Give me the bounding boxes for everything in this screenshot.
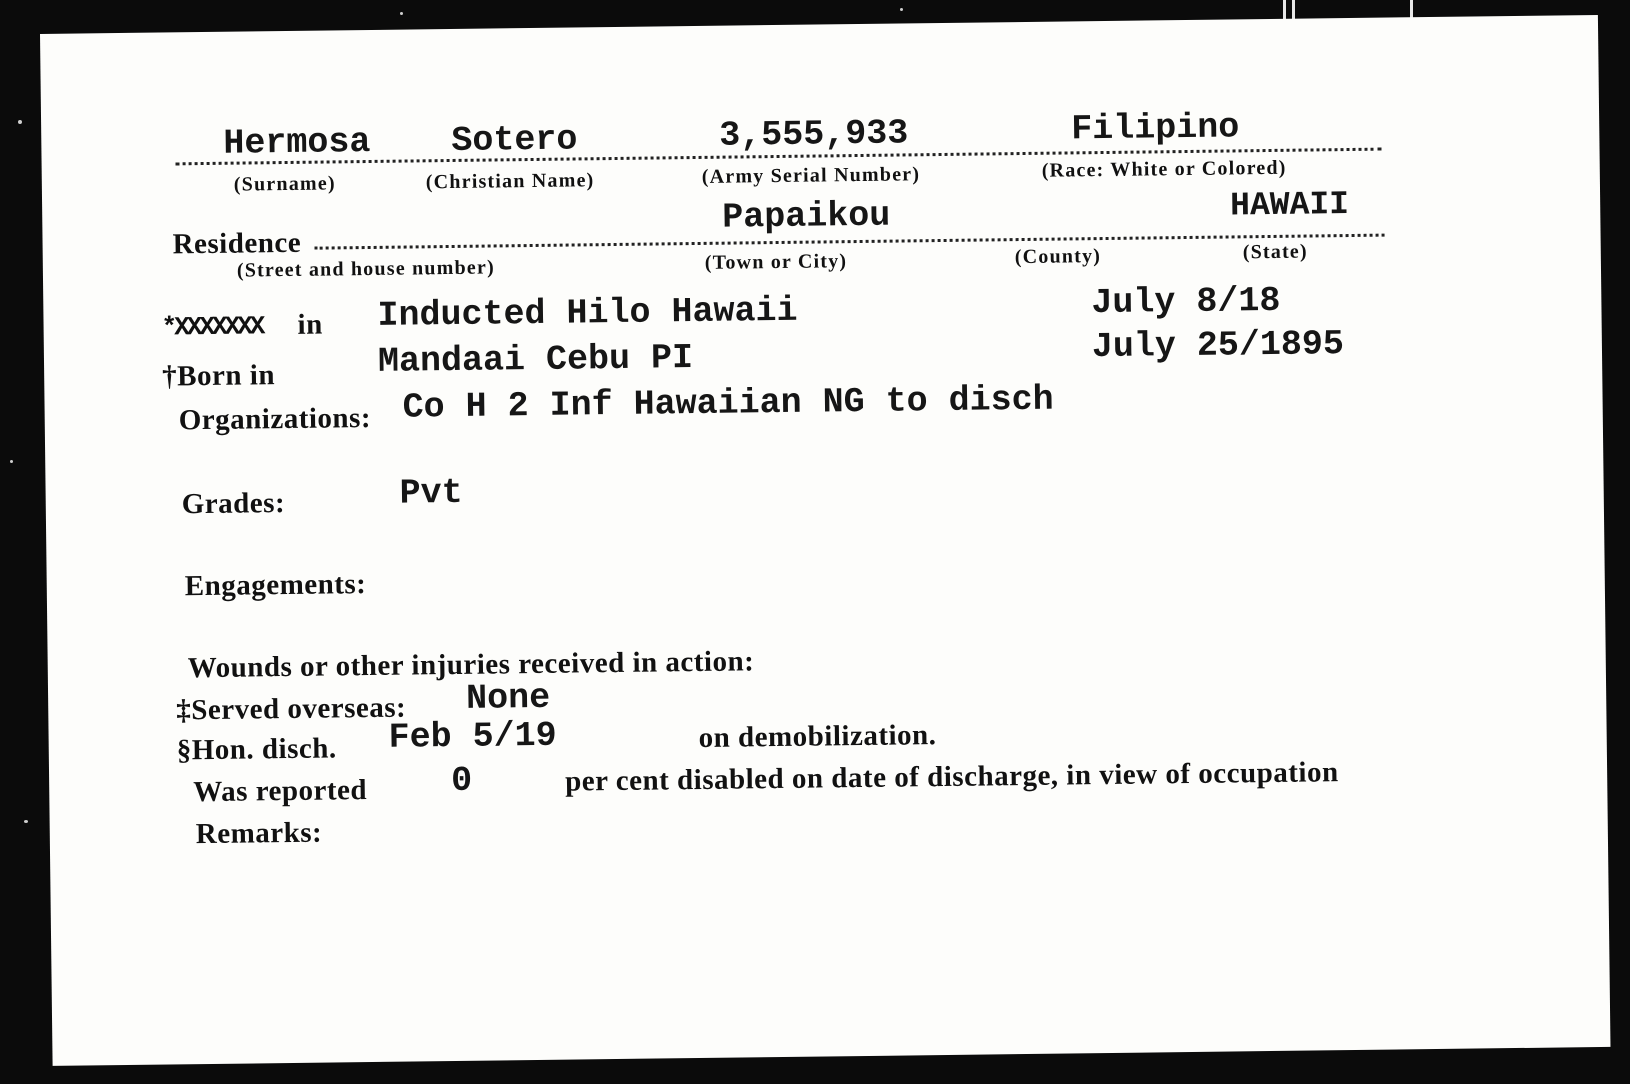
residence-label: Residence (172, 226, 302, 261)
engagements-label: Engagements: (184, 568, 367, 603)
christian-name-caption: (Christian Name) (425, 169, 595, 194)
organizations-label: Organizations: (178, 401, 372, 437)
birthplace-value: Mandaai Cebu PI (377, 338, 694, 382)
grades-value: Pvt (399, 472, 463, 514)
disability-value: 0 (450, 760, 473, 802)
serial-number-value: 3,555,933 (719, 113, 909, 156)
entry-label-suffix: in (297, 308, 323, 341)
disability-suffix: per cent disabled on date of discharge, in view of occupation (564, 756, 1339, 798)
disability-label: Was reported (193, 774, 368, 809)
film-speck (400, 12, 403, 15)
entry-value: Inducted Hilo Hawaii (377, 290, 798, 336)
town-value: Papaikou (722, 195, 891, 238)
film-speck (900, 8, 903, 11)
birth-date-value: July 25/1895 (1091, 324, 1345, 368)
served-overseas-value: None (465, 677, 551, 719)
discharge-label: §Hon. disch. (176, 732, 337, 767)
film-speck (10, 460, 13, 463)
race-value: Filipino (1070, 107, 1240, 150)
surname-caption: (Surname) (233, 172, 336, 196)
born-label: †Born in (161, 359, 276, 393)
race-caption: (Race: White or Colored) (1041, 156, 1287, 182)
surname-value: Hermosa (223, 121, 371, 164)
struck-entry-label: *XXXXXXX (161, 311, 263, 343)
discharge-date: Feb 5/19 (388, 715, 557, 758)
record-card (40, 15, 1610, 1066)
served-overseas-label: ‡Served overseas: (176, 691, 407, 727)
town-caption: (Town or City) (704, 250, 848, 274)
christian-name-value: Sotero (451, 119, 578, 161)
organizations-value: Co H 2 Inf Hawaiian NG to disch (402, 379, 1054, 428)
remarks-label: Remarks: (195, 816, 323, 851)
street-caption: (Street and house number) (236, 256, 495, 282)
serial-number-caption: (Army Serial Number) (701, 163, 921, 188)
entry-date: July 8/18 (1091, 280, 1281, 324)
grades-label: Grades: (181, 487, 286, 521)
film-speck (18, 120, 22, 124)
county-caption: (County) (1014, 245, 1102, 269)
discharge-suffix: on demobilization. (698, 719, 937, 755)
state-caption: (State) (1242, 240, 1308, 264)
film-speck (24, 820, 28, 823)
wounds-label: Wounds or other injuries received in action: (187, 645, 755, 685)
state-value: HAWAII (1229, 186, 1350, 225)
